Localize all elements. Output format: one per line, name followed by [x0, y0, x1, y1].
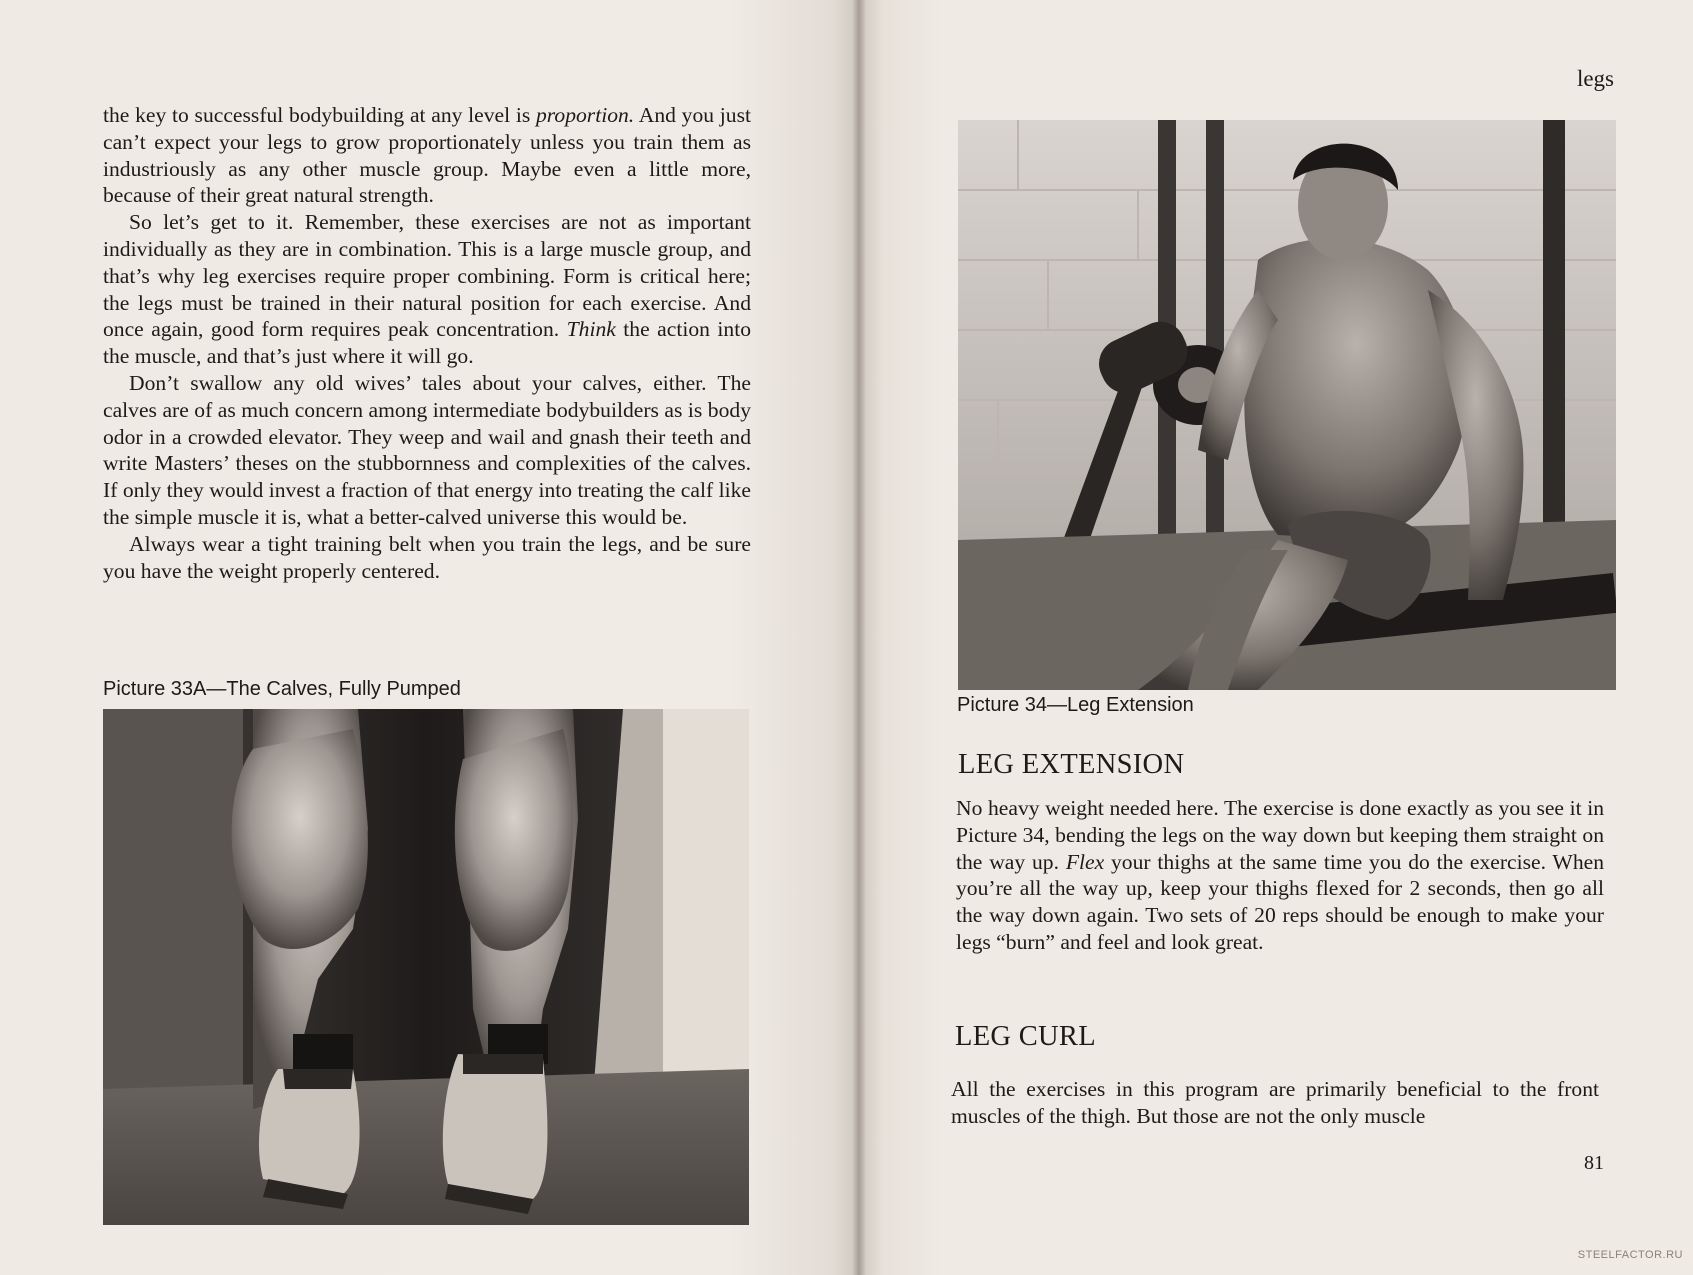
left-paragraph-3: Don’t swallow any old wives’ tales about your calves, either. The calves are of as much concern among intermediate bodybuilders as is body odor in a crowded elevator. They weep and wail and gnash their teeth and write Masters’ theses on the stubbornness and complexities of the calves. If only they would invest a fraction of that energy into treating the calf like the simple muscle it is, what a better-calved universe this would be.	[103, 370, 751, 529]
leg-extension-heading: LEG EXTENSION	[958, 749, 1185, 780]
emphasized-word: proportion.	[536, 103, 635, 127]
left-body-text	[103, 102, 751, 584]
leg-curl-heading: LEG CURL	[955, 1021, 1096, 1052]
picture-34-caption: Picture 34—Leg Extension	[957, 694, 1194, 716]
watermark: STEELFACTOR.RU	[1577, 1249, 1683, 1261]
running-head: legs	[1576, 66, 1614, 91]
page-number: 81	[1584, 1152, 1604, 1174]
calves-photo	[103, 709, 749, 1225]
book-gutter	[852, 0, 866, 1275]
leg-extension-paragraph: No heavy weight needed here. The exercise is done exactly as you see it in Picture 34, bending the legs on the way down but keeping them straight on the way up. Flex your thighs at the same time you do the exercise. When you’re all the way up, keep your thighs flexed for 2 seconds, then go all the way down again. Two sets of 20 reps should be enough to make your legs “burn” and feel and look great.	[956, 796, 1604, 954]
emphasized-word: Flex	[1065, 849, 1105, 874]
leg-extension-photo	[958, 120, 1616, 690]
left-paragraph-1: the key to successful bodybuilding at any level is proportion. And you just can’t expect your legs to grow proportionately unless you train them as industriously as any other muscle group. Maybe even a little more, because of their great natural strength.	[103, 103, 751, 208]
leg-curl-paragraph: All the exercises in this program are primarily beneficial to the front muscles of the thigh. But those are not the only muscle	[951, 1077, 1599, 1128]
left-paragraph-4: Always wear a tight training belt when you train the legs, and be sure you have the weight properly centered.	[103, 531, 751, 583]
picture-33a-caption: Picture 33A—The Calves, Fully Pumped	[103, 678, 461, 700]
left-paragraph-2: So let’s get to it. Remember, these exercises are not as important individually as they are in combination. This is a large muscle group, and that’s why leg exercises require proper combining. Form is critical here; the legs must be trained in their natural position for each exercise. And once again, good form requires peak concentration. Think the action into the muscle, and that’s just where it will go.	[103, 210, 751, 369]
emphasized-word: Think	[566, 317, 616, 342]
leg-curl-text	[951, 1076, 1599, 1130]
leg-extension-text	[956, 795, 1604, 956]
